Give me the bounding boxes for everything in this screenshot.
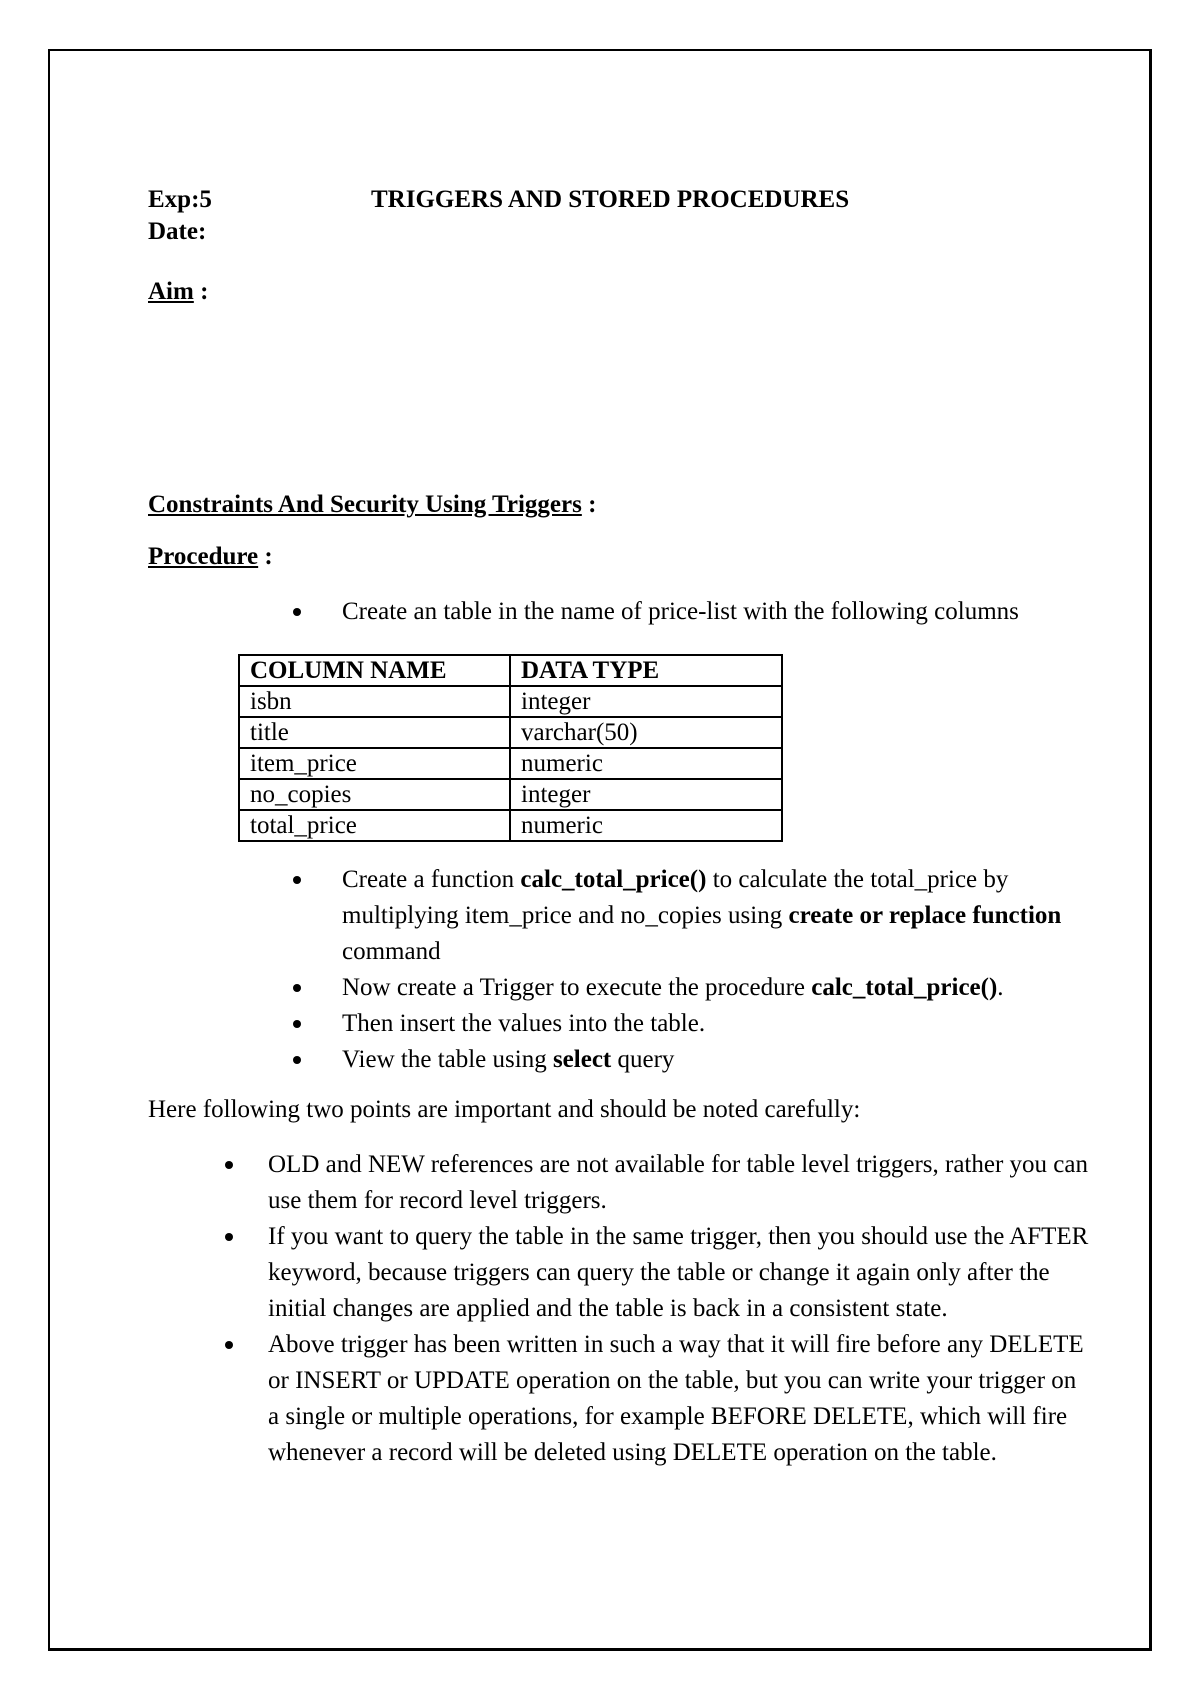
step-4-line (342, 1042, 1152, 1078)
page-border (48, 49, 1152, 1651)
steps-list (290, 862, 1152, 1078)
command-keyword: create or replace function (788, 902, 1062, 929)
table-row (239, 717, 782, 748)
cell-data-type: numeric (510, 748, 782, 779)
aim-heading (148, 274, 208, 310)
list-item (290, 1042, 1152, 1078)
note-1-line-1: OLD and NEW references are not available for table level triggers, rather you can (268, 1151, 1088, 1178)
notes-list (222, 1147, 1122, 1471)
list-item (222, 1327, 1122, 1471)
bullet-icon (293, 608, 301, 616)
note-3-line-4: whenever a record will be deleted using DELETE operation on the table. (268, 1439, 997, 1466)
list-item (222, 1219, 1122, 1327)
columns-table (238, 654, 783, 842)
header-data-type: DATA TYPE (510, 655, 782, 686)
note-2-line-1: If you want to query the table in the same trigger, then you should use the AFTER (268, 1223, 1089, 1250)
list-item (290, 1006, 1152, 1042)
note-3-line-3: a single or multiple operations, for example BEFORE DELETE, which will fire (268, 1403, 1068, 1430)
procedure-suffix: : (258, 543, 273, 570)
function-name: calc_total_price() (811, 974, 998, 1001)
note-1-line-2: use them for record level triggers. (268, 1187, 607, 1214)
note-2-line-2: keyword, because triggers can query the table or change it again only after the (268, 1259, 1050, 1286)
table-row (239, 810, 782, 841)
table-header-row (239, 655, 782, 686)
intro-bullet-text: Create an table in the name of price-list with the following columns (342, 598, 1019, 625)
function-name: calc_total_price() (520, 866, 707, 893)
header-column-name: COLUMN NAME (239, 655, 510, 686)
table-row (239, 748, 782, 779)
bullet-icon (293, 876, 301, 884)
procedure-heading (148, 539, 273, 575)
bullet-icon (225, 1233, 233, 1241)
cell-column-name: title (239, 717, 510, 748)
cell-column-name: isbn (239, 686, 510, 717)
table-row (239, 779, 782, 810)
date-label: Date: (148, 218, 207, 245)
note-2-line-3: initial changes are applied and the table is back in a consistent state. (268, 1295, 948, 1322)
bullet-icon (225, 1341, 233, 1349)
step-text: query (611, 1046, 675, 1073)
step-2-line (342, 970, 1152, 1006)
step-text: Now create a Trigger to execute the procedure (342, 974, 812, 1001)
section-heading-label: Constraints And Security Using Triggers (148, 491, 582, 518)
section-heading (148, 487, 596, 523)
step-text: multiplying item_price and no_copies using (342, 902, 789, 929)
query-keyword: select (552, 1046, 612, 1073)
step-text: to calculate the total_price by (706, 866, 1009, 893)
note-3-line-1: Above trigger has been written in such a way that it will fire before any DELETE (268, 1331, 1084, 1358)
cell-data-type: numeric (510, 810, 782, 841)
cell-data-type: integer (510, 686, 782, 717)
page-title: TRIGGERS AND STORED PROCEDURES (371, 186, 850, 213)
step-1-line-1 (342, 862, 1152, 898)
procedure-label: Procedure (148, 543, 259, 570)
list-item (290, 970, 1152, 1006)
bullet-icon (225, 1161, 233, 1169)
cell-column-name: no_copies (239, 779, 510, 810)
list-item (290, 862, 1152, 970)
cell-data-type: integer (510, 779, 782, 810)
intro-bullet-list (290, 594, 1152, 630)
bullet-icon (293, 984, 301, 992)
step-1-line-2 (342, 898, 1152, 934)
step-1-line-3: command (342, 938, 441, 965)
note-3-line-2: or INSERT or UPDATE operation on the table, but you can write your trigger on (268, 1367, 1077, 1394)
step-text: Create a function (342, 866, 521, 893)
aim-suffix: : (193, 278, 209, 305)
exp-number: Exp:5 (148, 186, 212, 213)
aim-label: Aim (148, 278, 194, 305)
list-item (290, 594, 1152, 630)
step-text: . (997, 974, 1004, 1001)
notes-intro: Here following two points are important and should be noted carefully: (148, 1096, 861, 1123)
bullet-icon (293, 1056, 301, 1064)
cell-column-name: item_price (239, 748, 510, 779)
section-heading-suffix: : (581, 491, 597, 518)
step-3-line: Then insert the values into the table. (342, 1010, 706, 1037)
list-item (222, 1147, 1122, 1219)
step-text: View the table using (342, 1046, 553, 1073)
table-row (239, 686, 782, 717)
cell-column-name: total_price (239, 810, 510, 841)
bullet-icon (293, 1020, 301, 1028)
cell-data-type: varchar(50) (510, 717, 782, 748)
